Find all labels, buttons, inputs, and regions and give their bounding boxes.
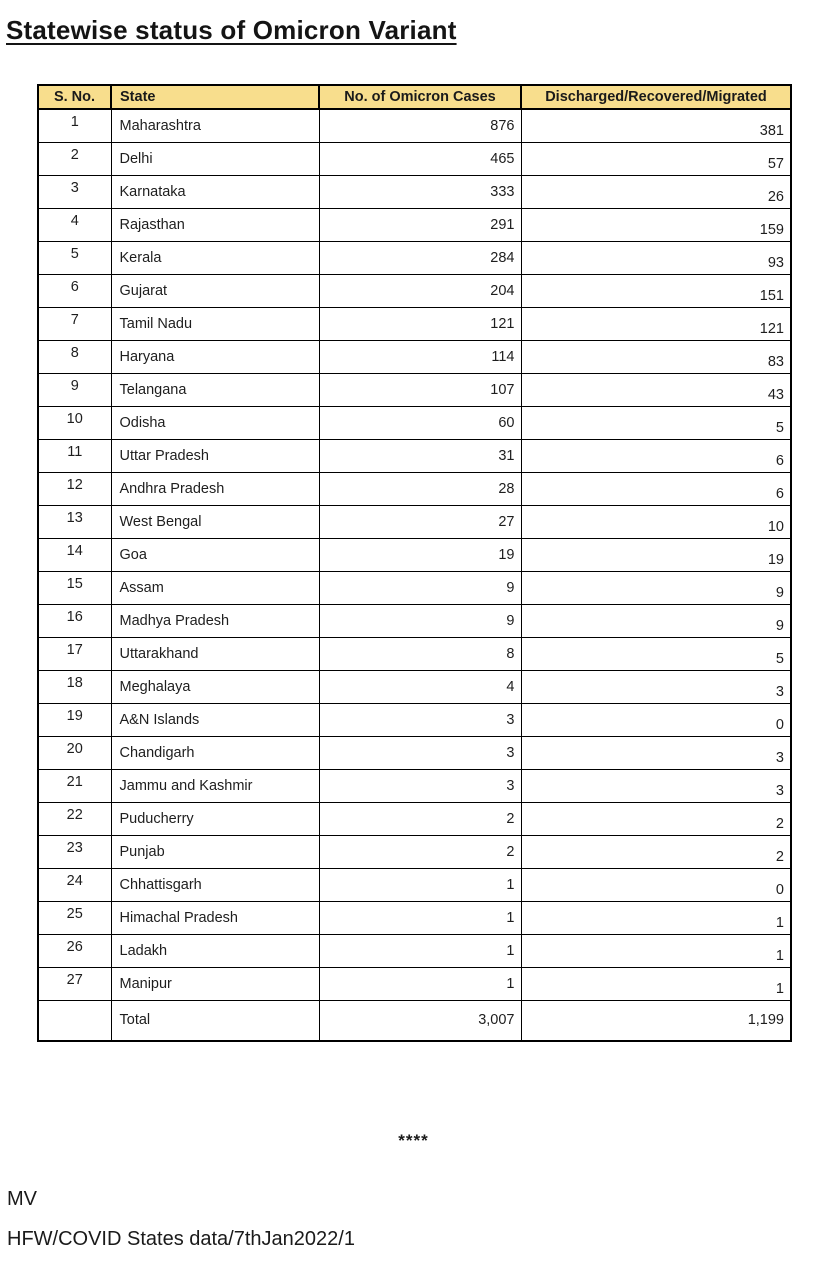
- row-state-name: Madhya Pradesh: [111, 604, 319, 637]
- table-row: [38, 274, 791, 307]
- row-discharged-value: 151: [521, 274, 791, 307]
- table-header: [38, 85, 791, 109]
- table-row: [38, 406, 791, 439]
- table-row: [38, 868, 791, 901]
- row-cases-value: 284: [319, 241, 521, 274]
- row-state-name: Kerala: [111, 241, 319, 274]
- row-serial-number: 6: [38, 274, 111, 307]
- row-cases-value: 19: [319, 538, 521, 571]
- row-state-name: Andhra Pradesh: [111, 472, 319, 505]
- row-cases-value: 2: [319, 835, 521, 868]
- row-discharged-value: 19: [521, 538, 791, 571]
- row-cases-value: 291: [319, 208, 521, 241]
- table-row: [38, 604, 791, 637]
- row-state-name: Gujarat: [111, 274, 319, 307]
- row-discharged-value: 0: [521, 868, 791, 901]
- end-of-document-separator: ****: [398, 1131, 429, 1150]
- table-footer: [38, 1000, 791, 1041]
- row-discharged-value: 0: [521, 703, 791, 736]
- row-state-name: Meghalaya: [111, 670, 319, 703]
- row-serial-number: 19: [38, 703, 111, 736]
- table-row: [38, 505, 791, 538]
- table-row: [38, 670, 791, 703]
- row-state-name: Punjab: [111, 835, 319, 868]
- row-state-name: Delhi: [111, 142, 319, 175]
- row-state-name: Jammu and Kashmir: [111, 769, 319, 802]
- row-state-name: A&N Islands: [111, 703, 319, 736]
- row-discharged-value: 43: [521, 373, 791, 406]
- row-serial-number: 11: [38, 439, 111, 472]
- row-discharged-value: 93: [521, 241, 791, 274]
- footer-initials: MV: [7, 1188, 37, 1210]
- row-cases-value: 3: [319, 769, 521, 802]
- page-title: Statewise status of Omicron Variant: [6, 15, 457, 45]
- row-serial-number: 4: [38, 208, 111, 241]
- row-cases-value: 204: [319, 274, 521, 307]
- row-state-name: Haryana: [111, 340, 319, 373]
- row-serial-number: 1: [38, 109, 111, 142]
- row-cases-value: 9: [319, 604, 521, 637]
- footer-reference-number: HFW/COVID States data/7thJan2022/1: [7, 1228, 355, 1250]
- row-serial-number: 20: [38, 736, 111, 769]
- header-state: State: [111, 85, 319, 109]
- row-cases-value: 4: [319, 670, 521, 703]
- header-omicron-cases: No. of Omicron Cases: [319, 85, 521, 109]
- table-row: [38, 208, 791, 241]
- row-cases-value: 2: [319, 802, 521, 835]
- row-state-name: Tamil Nadu: [111, 307, 319, 340]
- table-header-row: [38, 85, 791, 109]
- table-row: [38, 142, 791, 175]
- table-row: [38, 934, 791, 967]
- row-cases-value: 114: [319, 340, 521, 373]
- omicron-status-table: [37, 84, 792, 1042]
- table-row: [38, 373, 791, 406]
- row-discharged-value: 3: [521, 769, 791, 802]
- row-serial-number: 26: [38, 934, 111, 967]
- table-row: [38, 571, 791, 604]
- row-serial-number: 13: [38, 505, 111, 538]
- row-discharged-value: 3: [521, 670, 791, 703]
- row-discharged-value: 9: [521, 604, 791, 637]
- total-discharged-value: 1,199: [521, 1000, 791, 1041]
- row-state-name: Maharashtra: [111, 109, 319, 142]
- row-state-name: Ladakh: [111, 934, 319, 967]
- row-serial-number: 18: [38, 670, 111, 703]
- row-state-name: Chhattisgarh: [111, 868, 319, 901]
- row-serial-number: 17: [38, 637, 111, 670]
- row-cases-value: 3: [319, 703, 521, 736]
- row-state-name: Manipur: [111, 967, 319, 1000]
- header-serial-number: S. No.: [38, 85, 111, 109]
- row-state-name: Assam: [111, 571, 319, 604]
- row-cases-value: 28: [319, 472, 521, 505]
- row-discharged-value: 3: [521, 736, 791, 769]
- row-serial-number: 23: [38, 835, 111, 868]
- row-serial-number: 12: [38, 472, 111, 505]
- row-serial-number: 2: [38, 142, 111, 175]
- row-cases-value: 1: [319, 967, 521, 1000]
- row-discharged-value: 6: [521, 439, 791, 472]
- row-cases-value: 31: [319, 439, 521, 472]
- row-discharged-value: 83: [521, 340, 791, 373]
- row-discharged-value: 5: [521, 637, 791, 670]
- table-row: [38, 901, 791, 934]
- table-row: [38, 175, 791, 208]
- header-discharged: Discharged/Recovered/Migrated: [521, 85, 791, 109]
- table-row: [38, 241, 791, 274]
- row-discharged-value: 381: [521, 109, 791, 142]
- row-cases-value: 1: [319, 901, 521, 934]
- row-discharged-value: 1: [521, 934, 791, 967]
- row-cases-value: 876: [319, 109, 521, 142]
- row-state-name: Uttar Pradesh: [111, 439, 319, 472]
- row-discharged-value: 57: [521, 142, 791, 175]
- row-serial-number: 14: [38, 538, 111, 571]
- row-cases-value: 121: [319, 307, 521, 340]
- row-state-name: Rajasthan: [111, 208, 319, 241]
- row-serial-number: 3: [38, 175, 111, 208]
- row-serial-number: 15: [38, 571, 111, 604]
- row-cases-value: 107: [319, 373, 521, 406]
- row-serial-number: 16: [38, 604, 111, 637]
- row-state-name: Himachal Pradesh: [111, 901, 319, 934]
- row-state-name: Odisha: [111, 406, 319, 439]
- row-discharged-value: 2: [521, 835, 791, 868]
- row-state-name: Goa: [111, 538, 319, 571]
- total-serial-cell: [38, 1000, 111, 1041]
- row-serial-number: 25: [38, 901, 111, 934]
- row-discharged-value: 5: [521, 406, 791, 439]
- table-row: [38, 769, 791, 802]
- row-state-name: Karnataka: [111, 175, 319, 208]
- row-discharged-value: 1: [521, 901, 791, 934]
- total-label: Total: [111, 1000, 319, 1041]
- table-row: [38, 109, 791, 142]
- row-cases-value: 27: [319, 505, 521, 538]
- row-serial-number: 5: [38, 241, 111, 274]
- row-serial-number: 24: [38, 868, 111, 901]
- row-cases-value: 1: [319, 934, 521, 967]
- row-state-name: Uttarakhand: [111, 637, 319, 670]
- row-serial-number: 27: [38, 967, 111, 1000]
- row-serial-number: 8: [38, 340, 111, 373]
- table-row: [38, 538, 791, 571]
- row-state-name: Chandigarh: [111, 736, 319, 769]
- table-row: [38, 802, 791, 835]
- row-discharged-value: 6: [521, 472, 791, 505]
- row-state-name: Telangana: [111, 373, 319, 406]
- table-row: [38, 835, 791, 868]
- table-row: [38, 439, 791, 472]
- table-row: [38, 736, 791, 769]
- row-serial-number: 7: [38, 307, 111, 340]
- table-body: [38, 109, 791, 1000]
- row-discharged-value: 121: [521, 307, 791, 340]
- total-row: [38, 1000, 791, 1041]
- row-discharged-value: 10: [521, 505, 791, 538]
- table-row: [38, 340, 791, 373]
- table-row: [38, 967, 791, 1000]
- total-cases-value: 3,007: [319, 1000, 521, 1041]
- table-row: [38, 472, 791, 505]
- row-serial-number: 10: [38, 406, 111, 439]
- row-cases-value: 465: [319, 142, 521, 175]
- row-state-name: West Bengal: [111, 505, 319, 538]
- row-serial-number: 9: [38, 373, 111, 406]
- row-cases-value: 9: [319, 571, 521, 604]
- table-row: [38, 307, 791, 340]
- row-discharged-value: 159: [521, 208, 791, 241]
- row-state-name: Puducherry: [111, 802, 319, 835]
- row-cases-value: 1: [319, 868, 521, 901]
- row-cases-value: 333: [319, 175, 521, 208]
- row-cases-value: 8: [319, 637, 521, 670]
- row-serial-number: 21: [38, 769, 111, 802]
- row-discharged-value: 9: [521, 571, 791, 604]
- row-discharged-value: 1: [521, 967, 791, 1000]
- row-cases-value: 60: [319, 406, 521, 439]
- table-row: [38, 703, 791, 736]
- row-cases-value: 3: [319, 736, 521, 769]
- row-discharged-value: 26: [521, 175, 791, 208]
- row-serial-number: 22: [38, 802, 111, 835]
- table-row: [38, 637, 791, 670]
- row-discharged-value: 2: [521, 802, 791, 835]
